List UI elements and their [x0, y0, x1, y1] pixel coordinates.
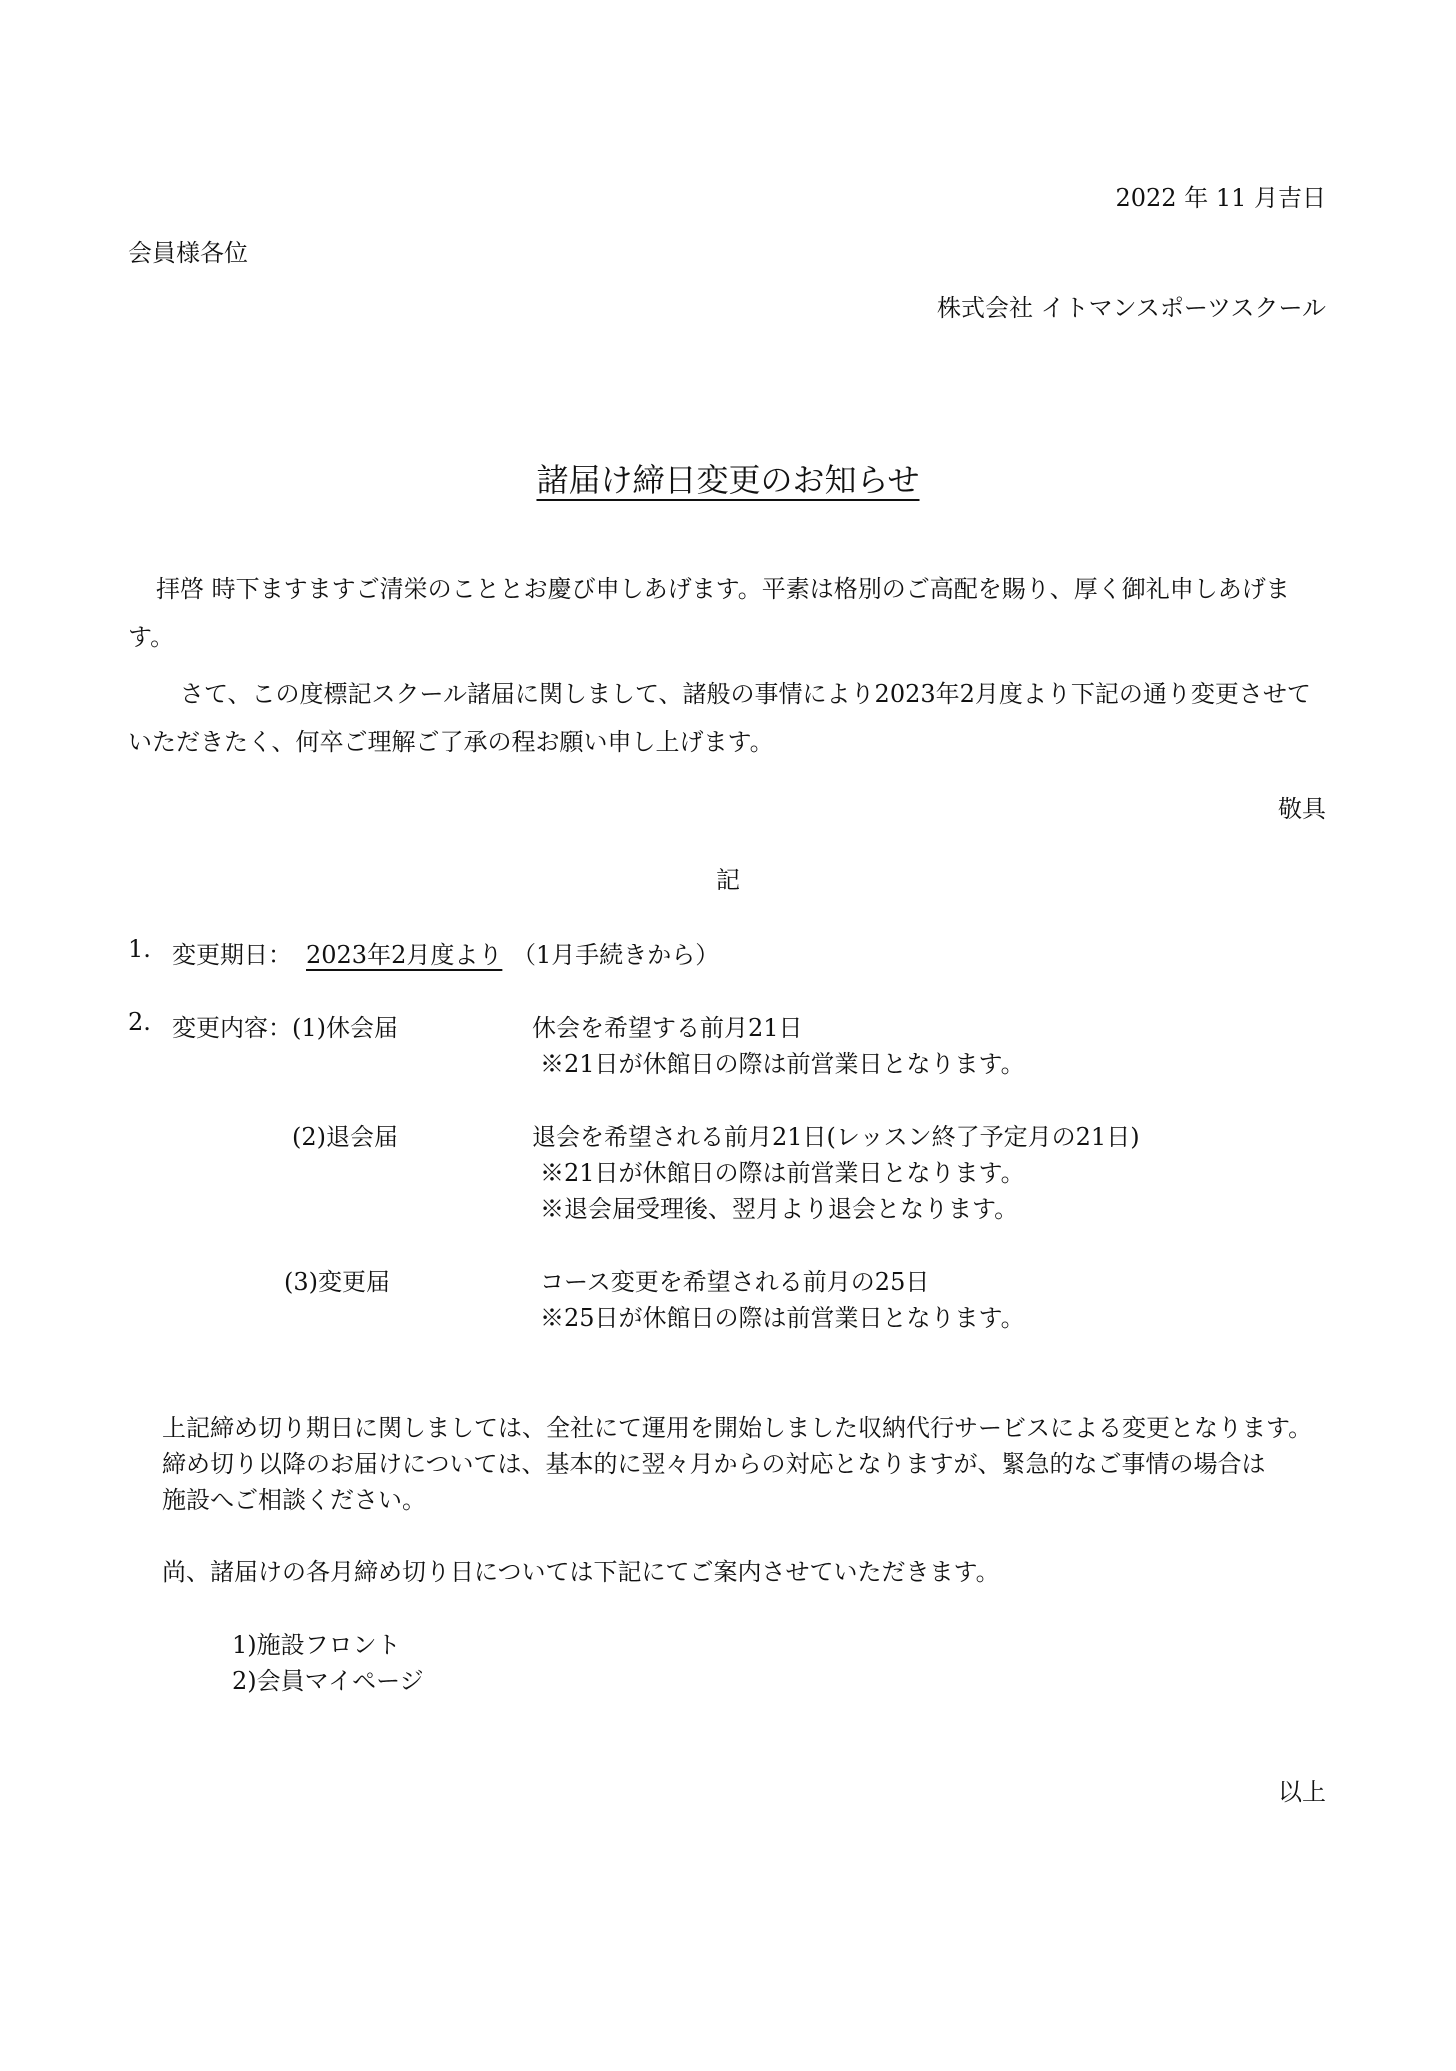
item1-number: 1.: [128, 935, 151, 963]
sub3-note1: ※25日が休館日の際は前営業日となります。: [540, 1304, 1025, 1332]
greeting-paragraph-1: 拝啓 時下ますますご清栄のこととお慶び申しあげます。平素は格別のご高配を賜り、厚く御礼申しあげます。: [128, 575, 1290, 651]
closing-keigu: 敬具: [1278, 795, 1326, 823]
sub2-note1: ※21日が休館日の際は前営業日となります。: [540, 1159, 1025, 1187]
recipient: 会員様各位: [128, 239, 248, 267]
notes-line-1: 上記締め切り期日に関しましては、全社にて運用を開始しました収納代行サービスによる変更となります。: [162, 1414, 1313, 1442]
list-item: 2)会員マイページ: [232, 1667, 424, 1695]
ki-heading: 記: [716, 866, 740, 894]
list-item: 1)施設フロント: [232, 1631, 401, 1659]
sub3-name: (3)変更届: [284, 1268, 390, 1296]
item2-number: 2.: [128, 1008, 151, 1036]
item1-note: （1月手続きから）: [512, 941, 720, 969]
page-title: 諸届け締日変更のお知らせ: [536, 461, 920, 499]
greeting-paragraph-2: さて、この度標記スクール諸届に関しまして、諸般の事情により2023年2月度より下記の通り変更させていただきたく、何卒ご理解ご了承の程お願い申し上げます。: [128, 680, 1311, 756]
sub1-desc: 休会を希望する前月21日: [532, 1014, 803, 1042]
item2-label: 変更内容：: [172, 1014, 292, 1042]
item1-label: 変更期日：: [172, 941, 292, 969]
notes-line-3: 施設へご相談ください。: [162, 1486, 426, 1514]
notes-line-2: 締め切り以降のお届けについては、基本的に翌々月からの対応となりますが、緊急的なご事情の場合は: [162, 1450, 1266, 1478]
sub3-desc: コース変更を希望される前月の25日: [540, 1268, 930, 1296]
sub2-desc: 退会を希望される前月21日(レッスン終了予定月の21日): [532, 1123, 1140, 1151]
sub2-name: (2)退会届: [292, 1123, 398, 1151]
sender-company: 株式会社 イトマンスポーツスクール: [937, 294, 1326, 322]
sub1-note1: ※21日が休館日の際は前営業日となります。: [540, 1050, 1025, 1078]
closing-ijo: 以上: [1278, 1778, 1326, 1806]
sub1-name: (1)休会届: [292, 1014, 398, 1042]
notes-line-4: 尚、諸届けの各月締め切り日については下記にてご案内させていただきます。: [162, 1558, 1000, 1586]
document-date: 2022 年 11 月吉日: [1115, 184, 1326, 212]
sub2-note2: ※退会届受理後、翌月より退会となります。: [540, 1195, 1019, 1223]
item1-value: 2023年2月度より: [306, 941, 503, 969]
